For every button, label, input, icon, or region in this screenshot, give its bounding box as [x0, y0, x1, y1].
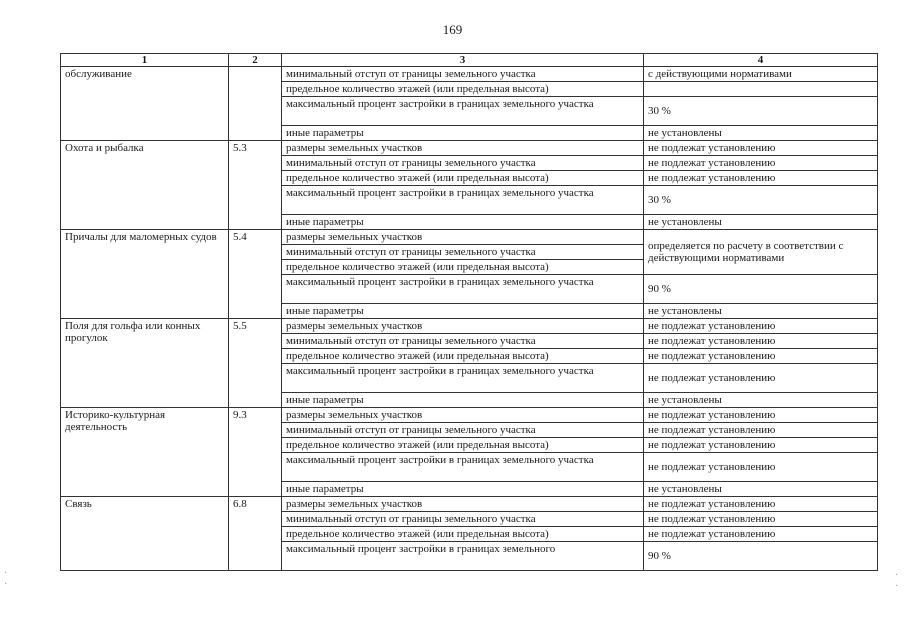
parameter-name: иные параметры: [282, 482, 644, 497]
parameter-name: предельное количество этажей (или предельная высота): [282, 82, 644, 97]
column-header: 1: [61, 54, 229, 67]
parameter-name: минимальный отступ от границы земельного участка: [282, 156, 644, 171]
land-use-type: Причалы для маломерных судов: [61, 230, 229, 319]
parameter-value: 90 %: [644, 275, 878, 304]
land-use-parameters-table: [60, 53, 878, 571]
parameter-name: максимальный процент застройки в границах земельного участка: [282, 364, 644, 393]
parameter-value: не подлежат установлению: [644, 156, 878, 171]
parameter-value: не подлежат установлению: [644, 438, 878, 453]
land-use-code: 5.4: [229, 230, 282, 319]
parameter-value: не подлежат установлению: [644, 423, 878, 438]
parameter-value: с действующими нормативами: [644, 67, 878, 82]
parameter-value: не подлежат установлению: [644, 171, 878, 186]
parameter-name: минимальный отступ от границы земельного участка: [282, 512, 644, 527]
parameter-value: не подлежат установлению: [644, 364, 878, 393]
land-use-type: Охота и рыбалка: [61, 141, 229, 230]
parameter-name: минимальный отступ от границы земельного участка: [282, 67, 644, 82]
parameter-value: не подлежат установлению: [644, 349, 878, 364]
parameter-name: иные параметры: [282, 126, 644, 141]
parameter-name: минимальный отступ от границы земельного участка: [282, 245, 644, 260]
parameter-name: предельное количество этажей (или предельная высота): [282, 438, 644, 453]
land-use-type: Связь: [61, 497, 229, 571]
land-use-type: Историко-культурная деятельность: [61, 408, 229, 497]
parameter-value: 30 %: [644, 97, 878, 126]
page-number: 169: [442, 22, 463, 37]
parameter-name: размеры земельных участков: [282, 319, 644, 334]
parameter-name: размеры земельных участков: [282, 408, 644, 423]
table-row: [61, 319, 878, 334]
parameter-name: размеры земельных участков: [282, 497, 644, 512]
table-row: [61, 67, 878, 82]
parameter-value: не подлежат установлению: [644, 527, 878, 542]
parameter-value: не установлены: [644, 304, 878, 319]
parameter-name: предельное количество этажей (или предельная высота): [282, 260, 644, 275]
parameter-value: определяется по расчету в соответствии с действующими нормативами: [644, 230, 878, 275]
parameter-name: размеры земельных участков: [282, 141, 644, 156]
land-use-code: 5.3: [229, 141, 282, 230]
parameter-value: не подлежат установлению: [644, 334, 878, 349]
land-use-type: обслуживание: [61, 67, 229, 141]
land-use-code: 5.5: [229, 319, 282, 408]
parameter-name: иные параметры: [282, 304, 644, 319]
table-row: [61, 230, 878, 245]
scan-edge-mark: · ·: [4, 568, 8, 590]
column-header: 3: [282, 54, 644, 67]
parameter-value: 90 %: [644, 542, 878, 571]
parameter-name: максимальный процент застройки в границах земельного участка: [282, 275, 644, 304]
parameter-name: предельное количество этажей (или предельная высота): [282, 349, 644, 364]
parameter-value: не подлежат установлению: [644, 497, 878, 512]
parameter-value: не подлежат установлению: [644, 319, 878, 334]
land-use-code: [229, 67, 282, 141]
parameter-name: предельное количество этажей (или предельная высота): [282, 527, 644, 542]
parameter-name: размеры земельных участков: [282, 230, 644, 245]
scan-edge-mark: · ·: [895, 570, 899, 592]
parameter-name: максимальный процент застройки в границах земельного участка: [282, 186, 644, 215]
parameter-value: 30 %: [644, 186, 878, 215]
table-row: [61, 141, 878, 156]
table-row: [61, 408, 878, 423]
parameter-value: не установлены: [644, 482, 878, 497]
parameter-value: [644, 82, 878, 97]
table-header-row: [61, 54, 878, 67]
parameter-value: не подлежат установлению: [644, 453, 878, 482]
column-header: 4: [644, 54, 878, 67]
parameter-name: иные параметры: [282, 393, 644, 408]
table-body: [61, 67, 878, 571]
parameter-name: минимальный отступ от границы земельного участка: [282, 423, 644, 438]
parameter-name: максимальный процент застройки в границах земельного участка: [282, 453, 644, 482]
parameter-name: иные параметры: [282, 215, 644, 230]
parameter-name: максимальный процент застройки в границах земельного участка: [282, 97, 644, 126]
parameter-name: максимальный процент застройки в границах земельного: [282, 542, 644, 571]
parameter-name: минимальный отступ от границы земельного участка: [282, 334, 644, 349]
parameter-value: не подлежат установлению: [644, 141, 878, 156]
parameter-value: не подлежат установлению: [644, 408, 878, 423]
parameter-value: не подлежат установлению: [644, 512, 878, 527]
column-header: 2: [229, 54, 282, 67]
land-use-code: 6.8: [229, 497, 282, 571]
parameter-value: не установлены: [644, 393, 878, 408]
parameter-name: предельное количество этажей (или предельная высота): [282, 171, 644, 186]
parameter-value: не установлены: [644, 126, 878, 141]
parameter-value: не установлены: [644, 215, 878, 230]
land-use-code: 9.3: [229, 408, 282, 497]
table-row: [61, 497, 878, 512]
land-use-type: Поля для гольфа или конных прогулок: [61, 319, 229, 408]
